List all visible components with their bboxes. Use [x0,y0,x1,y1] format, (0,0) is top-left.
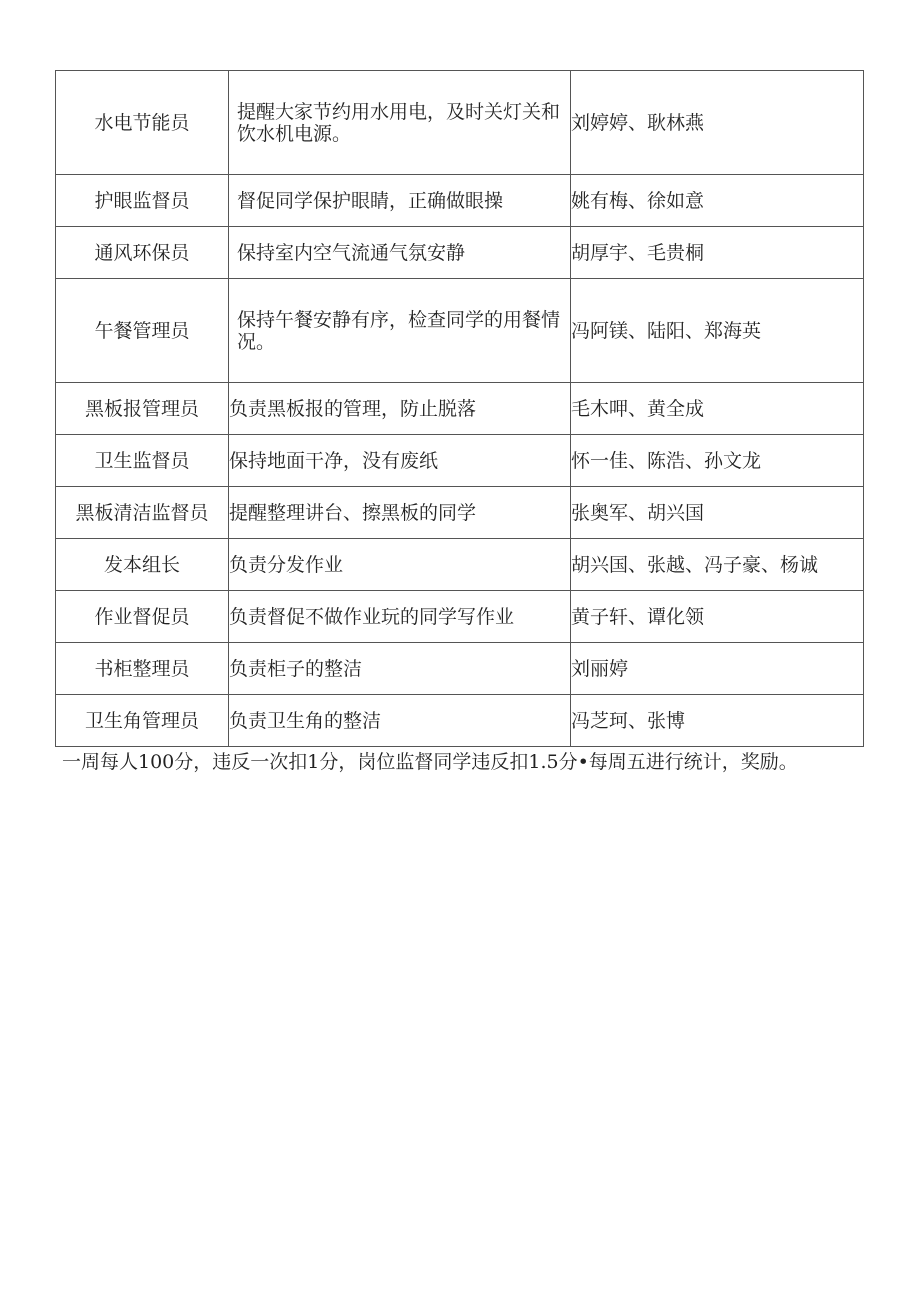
description-cell [229,279,571,383]
table-row [56,487,864,539]
names-cell: 姚有梅、徐如意 [571,175,864,227]
table-row [56,383,864,435]
table-row [56,643,864,695]
names-cell: 冯芝珂、张博 [571,695,864,747]
table-row [56,71,864,175]
description-text: 提醒大家节约用水用电，及时关灯关和饮水机电源。 [237,100,561,145]
role-cell: 卫生角管理员 [56,695,229,747]
table-row [56,539,864,591]
scoring-note: 一周每人100分，违反一次扣1分，岗位监督同学违反扣1.5分•每周五进行统计，奖励。 [62,751,798,773]
description-cell: 提醒整理讲台、擦黑板的同学 [229,487,571,539]
role-cell: 水电节能员 [56,71,229,175]
role-cell: 黑板清洁监督员 [56,487,229,539]
description-cell: 负责黑板报的管理，防止脱落 [229,383,571,435]
role-cell: 护眼监督员 [56,175,229,227]
table-row [56,175,864,227]
names-cell: 胡厚宇、毛贵桐 [571,227,864,279]
names-cell: 胡兴国、张越、冯子豪、杨诚 [571,539,864,591]
names-cell: 张奥军、胡兴国 [571,487,864,539]
table-row [56,591,864,643]
table-row [56,435,864,487]
description-cell: 负责柜子的整洁 [229,643,571,695]
duty-table [55,70,864,747]
description-cell [229,227,571,279]
role-cell: 黑板报管理员 [56,383,229,435]
description-cell: 负责督促不做作业玩的同学写作业 [229,591,571,643]
role-cell: 书柜整理员 [56,643,229,695]
description-text: 保持室内空气流通气氛安静 [237,241,466,264]
names-cell: 黄子轩、谭化领 [571,591,864,643]
description-cell: 负责分发作业 [229,539,571,591]
role-cell: 发本组长 [56,539,229,591]
names-cell: 刘婷婷、耿林燕 [571,71,864,175]
description-text: 保持午餐安静有序，检查同学的用餐情况。 [237,308,561,353]
role-cell: 午餐管理员 [56,279,229,383]
role-cell: 通风环保员 [56,227,229,279]
names-cell: 刘丽婷 [571,643,864,695]
names-cell: 毛木呷、黄全成 [571,383,864,435]
names-cell: 怀一佳、陈浩、孙文龙 [571,435,864,487]
role-cell: 卫生监督员 [56,435,229,487]
role-cell: 作业督促员 [56,591,229,643]
description-cell [229,71,571,175]
description-text: 督促同学保护眼睛，正确做眼操 [237,189,504,212]
table-row [56,695,864,747]
description-cell: 保持地面干净，没有废纸 [229,435,571,487]
description-cell: 负责卫生角的整洁 [229,695,571,747]
names-cell: 冯阿镁、陆阳、郑海英 [571,279,864,383]
description-cell [229,175,571,227]
table-row [56,279,864,383]
table-row [56,227,864,279]
